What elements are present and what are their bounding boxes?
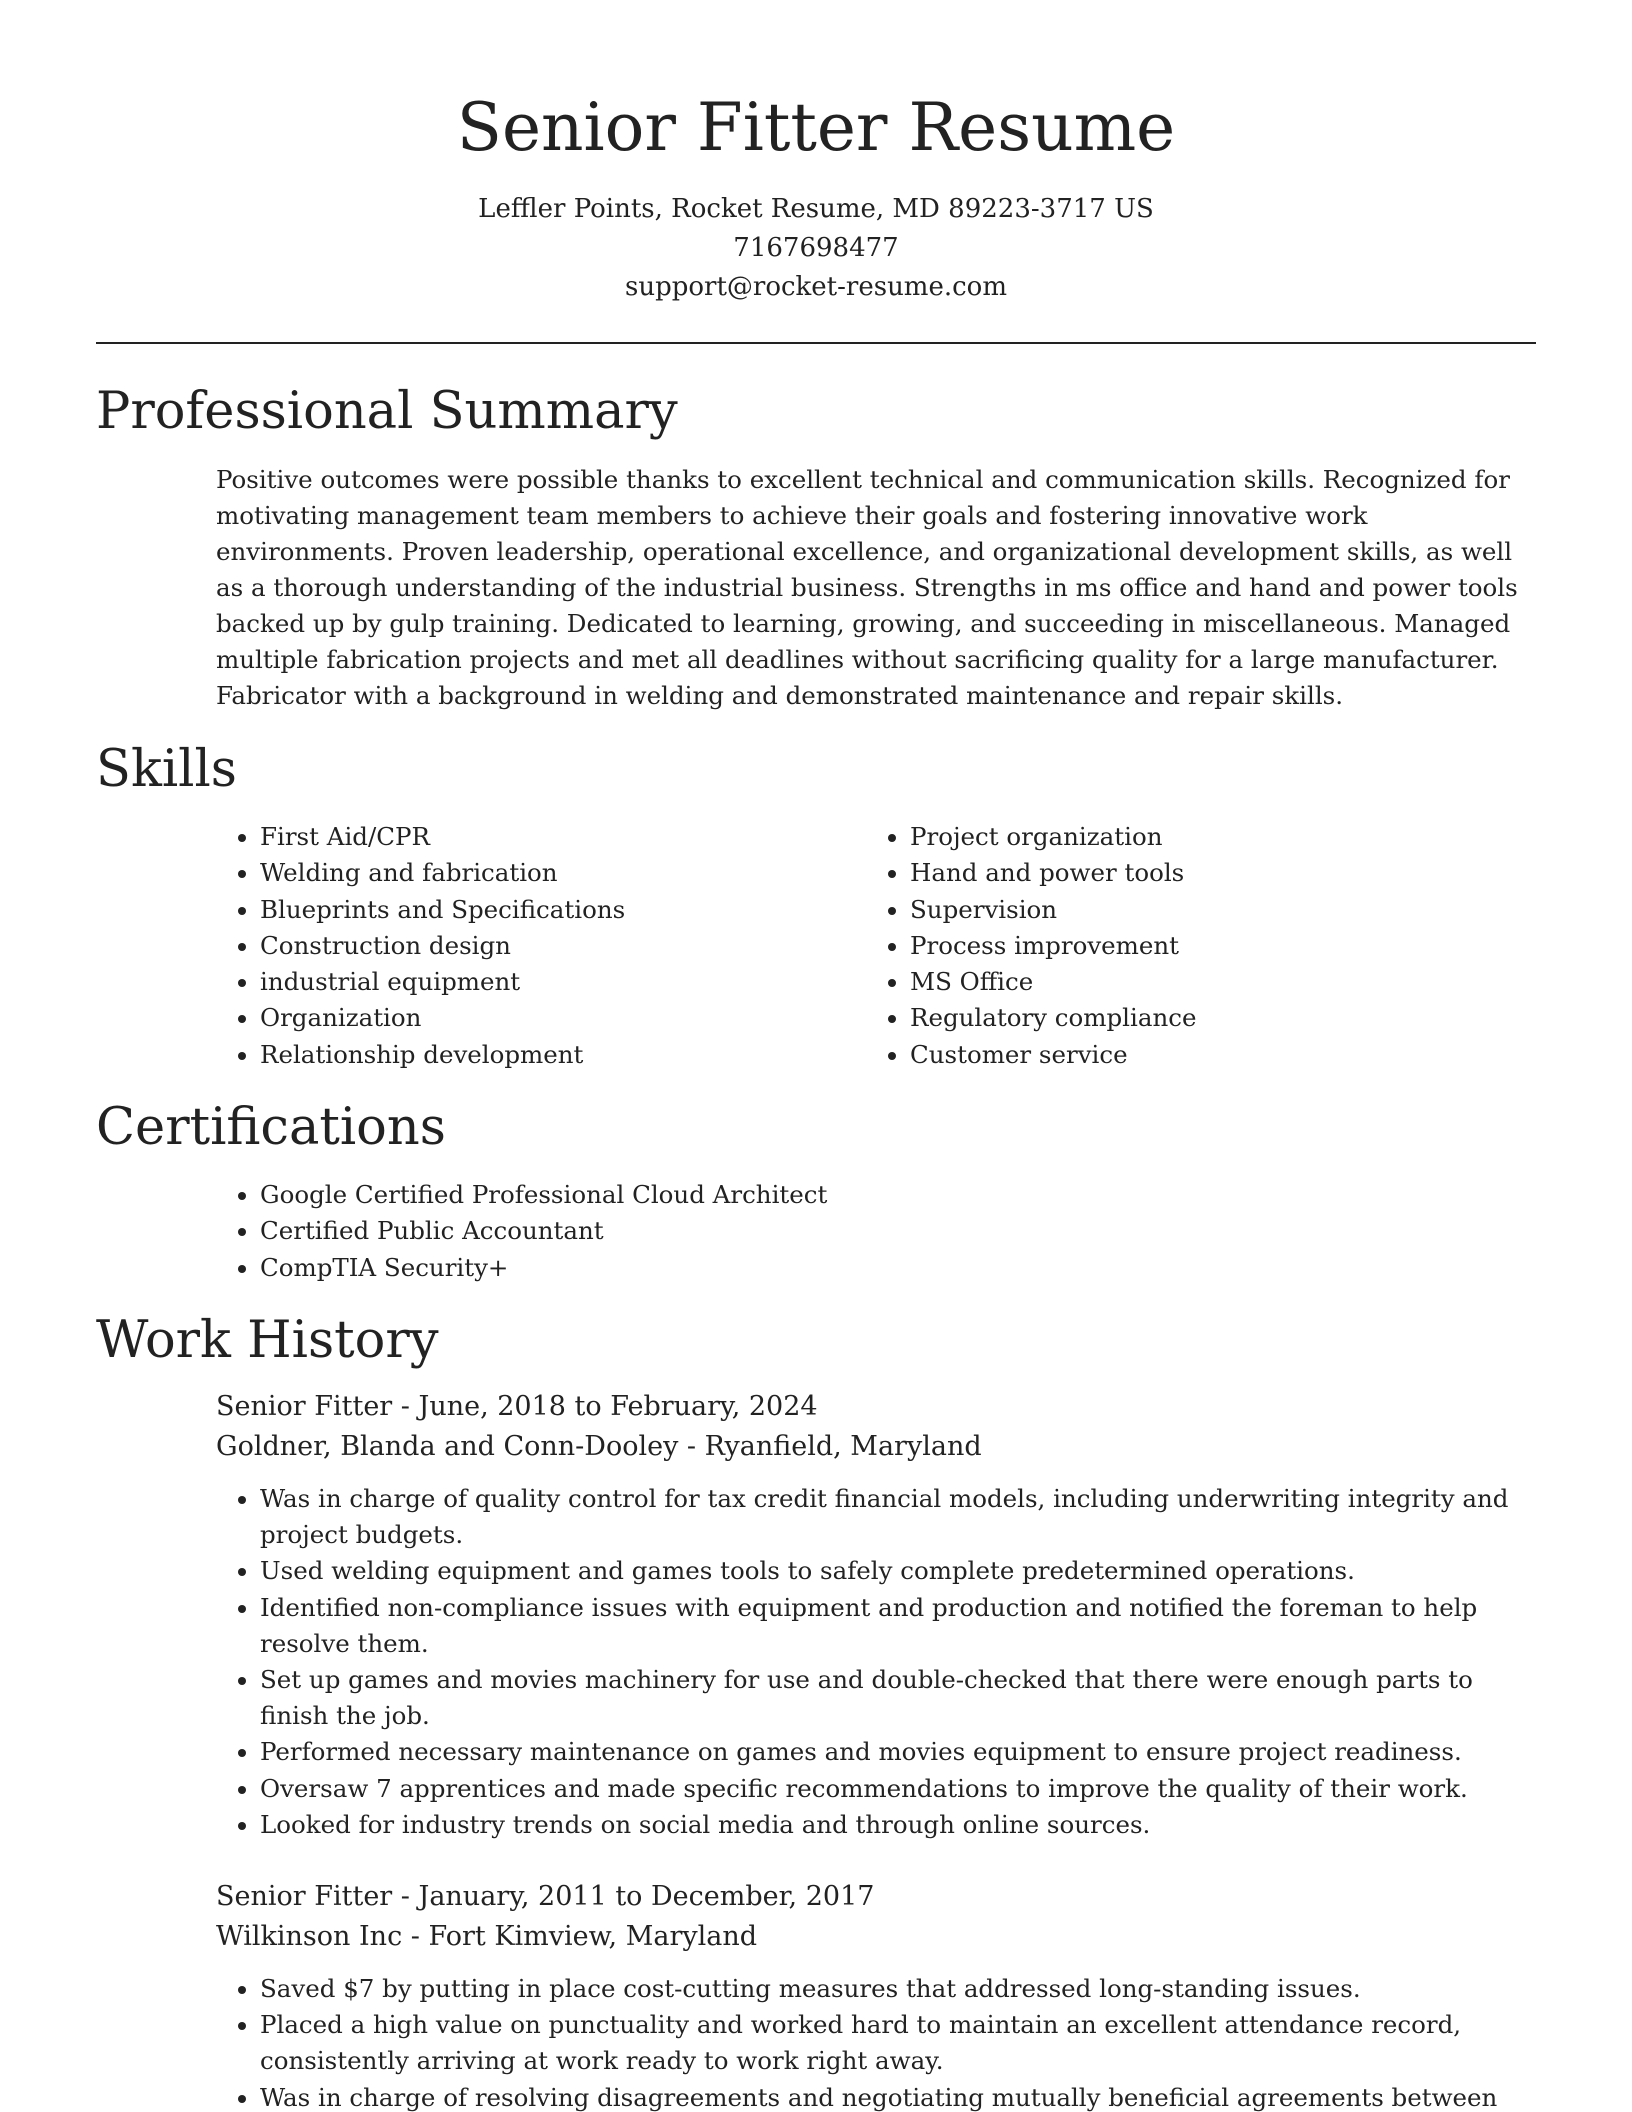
job-duty: • Oversaw 7 apprentices and made specific recommendations to improve the quality of their work. (260, 1771, 1536, 1807)
skill-item: • Process improvement (910, 928, 1506, 964)
job-duties-list (216, 1481, 1536, 1843)
job-duty: • Set up games and movies machinery for use and double-checked that there were enough parts to finish the job. (260, 1662, 1536, 1734)
resume-header (0, 0, 1632, 307)
skills-heading: Skills (96, 740, 237, 799)
skill-item: • Blueprints and Specifications (260, 892, 816, 928)
job-company-line (216, 1427, 1536, 1467)
skills-column-right (866, 819, 1506, 1073)
email-text: support@rocket-resume.com (624, 272, 1007, 302)
separator: - (392, 1391, 419, 1422)
job-location: Ryanfield, Maryland (704, 1431, 982, 1462)
skill-item: • Regulatory compliance (910, 1000, 1506, 1036)
separator: - (678, 1431, 705, 1462)
job-location: Fort Kimview, Maryland (428, 1921, 758, 1952)
job-duties-list (216, 1971, 1536, 2112)
job-entry (216, 1387, 1536, 1843)
job-entry (216, 1877, 1536, 2112)
job-dates: June, 2018 to February, 2024 (418, 1391, 818, 1422)
skill-item: • Relationship development (260, 1037, 816, 1073)
skill-item: • Organization (260, 1000, 816, 1036)
job-company: Wilkinson Inc (216, 1921, 403, 1952)
certification-item: • CompTIA Security+ (260, 1250, 1316, 1286)
work-history-heading: Work History (96, 1311, 439, 1370)
job-title-line (216, 1877, 1536, 1917)
phone-text: 7167698477 (733, 233, 899, 263)
skill-item: • Hand and power tools (910, 855, 1506, 891)
contact-info (0, 190, 1632, 307)
skills-list-left (216, 819, 816, 1073)
skill-item: • Project organization (910, 819, 1506, 855)
certification-item: • Certified Public Accountant (260, 1213, 1316, 1249)
certifications-list (216, 1177, 1316, 1286)
job-duty: • Identified non-compliance issues with equipment and production and notified the foreman to help resolve them. (260, 1590, 1536, 1662)
skills-column-left (216, 819, 816, 1073)
summary-text: Positive outcomes were possible thanks to excellent technical and communication skills. Recognized for motivating management team members to achieve their goals and fostering innovative work environments. Proven leadership, operational excellence, and organizational development skills, as well as a thorough understanding of the industrial business. Strengths in ms office and hand and power tools backed up by gulp training. Dedicated to learning, growing, and succeeding in miscellaneous. Managed multiple fabrication projects and met all deadlines without sacrificing quality for a large manufacturer. Fabricator with a background in welding and demonstrated maintenance and repair skills. (216, 465, 1518, 710)
skill-item: • Welding and fabrication (260, 855, 816, 891)
skill-item: • Supervision (910, 892, 1506, 928)
skill-item: • Construction design (260, 928, 816, 964)
resume-title: Senior Fitter Resume (456, 89, 1176, 166)
job-company: Goldner, Blanda and Conn-Dooley (216, 1431, 679, 1462)
address-text: Leffler Points, Rocket Resume, MD 89223-3717 US (478, 194, 1154, 224)
job-title: Senior Fitter (216, 1391, 393, 1422)
job-duty: • Looked for industry trends on social media and through online sources. (260, 1807, 1536, 1843)
skill-item: • MS Office (910, 964, 1506, 1000)
job-company-line (216, 1917, 1536, 1957)
job-title-line (216, 1387, 1536, 1427)
header-divider (96, 342, 1536, 344)
job-duty: • Was in charge of resolving disagreements and negotiating mutually beneficial agreements between (260, 2080, 1536, 2112)
job-duty: • Used welding equipment and games tools to safely complete predetermined operations. (260, 1553, 1536, 1589)
job-duty: • Placed a high value on punctuality and worked hard to maintain an excellent attendance record, consistently arriving at work ready to work right away. (260, 2007, 1536, 2079)
certifications-block (216, 1177, 1316, 1286)
job-dates: January, 2011 to December, 2017 (418, 1881, 875, 1912)
job-duty: • Was in charge of quality control for tax credit financial models, including underwriting integrity and project budgets. (260, 1481, 1536, 1553)
certification-item: • Google Certified Professional Cloud Architect (260, 1177, 1316, 1213)
skill-item: • industrial equipment (260, 964, 816, 1000)
skill-item: • First Aid/CPR (260, 819, 816, 855)
summary-heading: Professional Summary (96, 382, 678, 441)
job-title: Senior Fitter (216, 1881, 393, 1912)
certifications-heading: Certifications (96, 1098, 446, 1157)
skill-item: • Customer service (910, 1037, 1506, 1073)
separator: - (402, 1921, 429, 1952)
skills-list-right (866, 819, 1506, 1073)
job-duty: • Saved $7 by putting in place cost-cutting measures that addressed long-standing issues. (260, 1971, 1536, 2007)
job-duty: • Performed necessary maintenance on games and movies equipment to ensure project readiness. (260, 1734, 1536, 1770)
separator: - (392, 1881, 419, 1912)
